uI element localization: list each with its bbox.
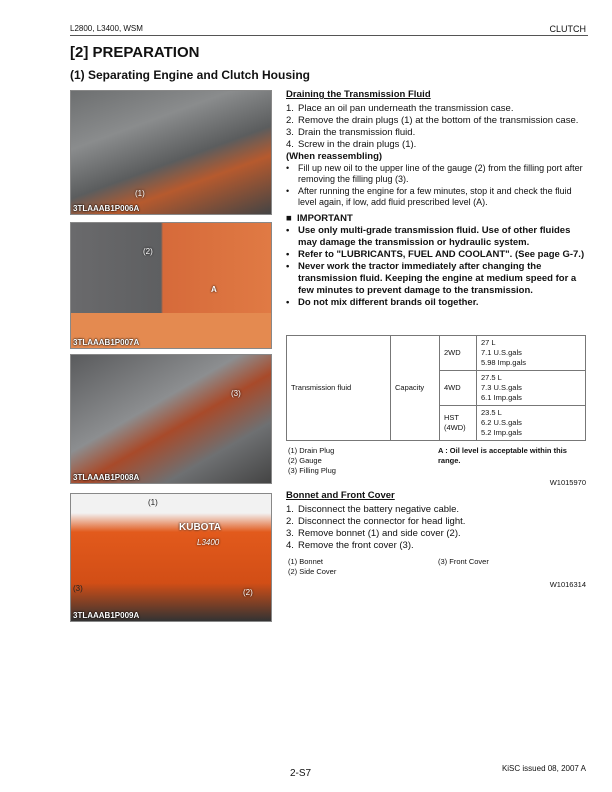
issue-info: KiSC issued 08, 2007 A [501, 764, 586, 773]
photo-gauge [70, 222, 272, 349]
photo-filling-plug [70, 354, 272, 484]
photo-label: (2) [143, 247, 153, 256]
photo-label: A [211, 285, 217, 294]
photo-drain-plug [70, 90, 272, 215]
page-number: 2-S7 [290, 768, 312, 779]
reassembly-title: (When reassembling) [286, 150, 383, 162]
kubota-logo: KUBOTA [179, 522, 222, 533]
header-chapter: CLUTCH [549, 24, 586, 34]
bonnet-section: Bonnet and Front Cover 1. Disconnect the battery negative cable. 2. Disconnect the connector for head light. 3. Remove bonnet (1) and side cover (2). 4. Remove the front cover (3). [286, 490, 586, 552]
oil-level-note: A : Oil level is acceptable within this range. [438, 446, 567, 465]
photo-label: (1) [135, 189, 145, 198]
drain-legend: (1) Drain Plug (2) Gauge (3) Filling Plug [288, 446, 336, 475]
section-title: [2] PREPARATION [70, 44, 200, 61]
drain-section [286, 89, 586, 309]
model-badge: L3400 [197, 538, 220, 547]
photo-caption: 3TLAAAB1P006A [73, 204, 140, 213]
important-title: IMPORTANT [297, 212, 353, 224]
photo-caption: 3TLAAAB1P008A [73, 473, 140, 482]
photo-label: (3) [73, 584, 83, 593]
subsection-title: (1) Separating Engine and Clutch Housing [70, 68, 311, 82]
capacity-table: Transmission fluid Capacity 2WD 27 L 7.1 U.S.gals 5.98 Imp.gals 4WD 27.5 L 7.3 U.S.gals 6.1 Imp.gals HST (4WD) 23.5 L 6.2 U.S.gals 5.2 Imp.gals [286, 335, 586, 441]
bonnet-title: Bonnet and Front Cover [286, 490, 395, 501]
bonnet-legend: (1) Bonnet (2) Side Cover [288, 557, 337, 576]
photo-label: (2) [243, 588, 253, 597]
photo-caption: 3TLAAAB1P007A [73, 338, 140, 347]
photo-label: (1) [148, 498, 158, 507]
bonnet-legend-item: (3) Front Cover [438, 557, 489, 566]
header-rule [70, 35, 588, 36]
photo-caption: 3TLAAAB1P009A [73, 611, 140, 620]
drain-steps: 1. Place an oil pan underneath the transmission case. 2. Remove the drain plugs (1) at the bottom of the transmission case. 3. Drain the transmission fluid. 4. Screw in the drain plugs (1). (When reassembling) • Fill up new oil to the upper line of the gauge (2) from the filling port after removing the filling plug (3). • After running the engine for a few minutes, stop it and check the fluid level again, if low, add fluid prescribed level (A). ■ IMPORTANT • Use only multi-grade transmission fluid. Use of other fluides may damage the transmission or hydraulic system. • Refer to "LUBRICANTS, FUEL AND COOLANT". (See page G-7.) • Never work the tractor immediately after changing the transmission fluid. Keeping the engine at medium speed for a few minutes to prevent damage to the transmission. • Do not mix different brands oil together. [286, 102, 585, 308]
drain-title: Draining the Transmission Fluid [286, 89, 431, 100]
drain-code: W1015970 [549, 478, 586, 487]
bonnet-code: W1016314 [549, 580, 586, 589]
photo-bonnet [70, 493, 272, 622]
header-model: L2800, L3400, WSM [70, 24, 143, 33]
photo-label: (3) [231, 389, 241, 398]
